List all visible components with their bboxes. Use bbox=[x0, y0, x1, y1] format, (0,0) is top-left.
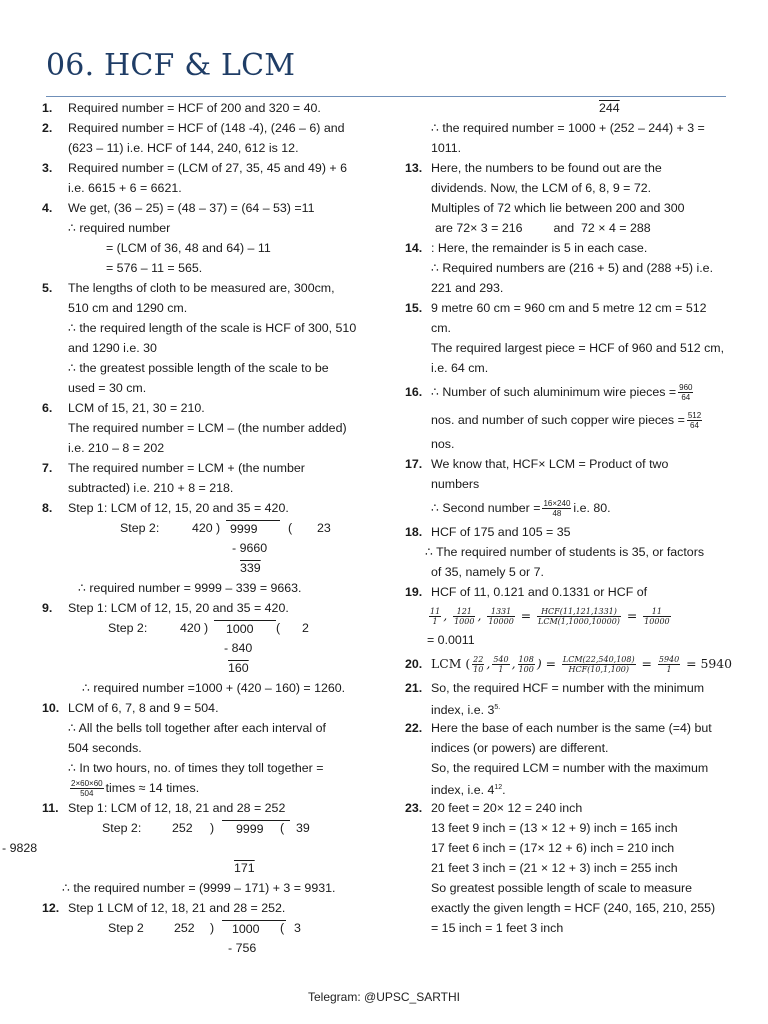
answer-23: 23. 20 feet = 20× 12 = 240 inch bbox=[405, 801, 583, 815]
answer-9: 9. Step 1: LCM of 12, 15, 20 and 35 = 420. bbox=[42, 601, 289, 615]
answer-4-line-4: = 576 – 11 = 565. bbox=[106, 261, 203, 275]
answer-12-division: Step 2 252 ) 1000 ( 3 bbox=[108, 921, 301, 936]
answer-9-division: Step 2: 420 ) 1000 ( 2 bbox=[108, 621, 309, 636]
answer-10: 10. LCM of 6, 7, 8 and 9 = 504. bbox=[42, 701, 219, 715]
answer-20: 20. LCM ( $\frac{22}{10}$ , $\frac{540}{1}$ , $\frac{108}{100}$ ) = $\frac{\text{LCM(22,540,108)}}{\text{HCF(10,1,100)}}$ = $\frac{5940}{1}$ = 5940 bbox=[405, 655, 733, 674]
answer-19-expression: $\frac{11}{1}$ , $\frac{121}{1000}$ , $\frac{1331}{10000}$ = $\frac{\text{HCF(11,121,1331)}}{\text{LCM(1,1000,10000)}}$ = $\frac{11}{10000}$ bbox=[430, 607, 670, 626]
answer-15: 15. 9 metre 60 cm = 960 cm and 5 metre 12 cm = 512 bbox=[405, 301, 707, 315]
footer-telegram-handle: Telegram: @UPSC_SARTHI bbox=[307, 990, 460, 1004]
answer-13: 13. Here, the numbers to be found out are the bbox=[405, 161, 662, 175]
answer-7: 7. The required number = LCM + (the number bbox=[42, 461, 305, 475]
answer-8-division: Step 2: 420 ) 9999 ( 23 bbox=[120, 521, 331, 536]
answer-2: 2. Required number = HCF of (148 -4), (246 – 6) and bbox=[42, 121, 345, 135]
page-title: 06. HCF & LCM bbox=[46, 48, 296, 83]
answer-3-line-2: i.e. 6615 + 6 = 6621. bbox=[68, 181, 182, 195]
fraction: $\frac{2\times 60\times 60}{504}$ bbox=[71, 779, 103, 799]
right-column: 244 ∴ the required number = 1000 + (252 – 244) + 3 = 1011. 13. Here, the numbers to be found out are the dividends. Now, the LCM of 6, 8, 9 = 72. Multiples of 72 which lie between 200 and 300 are 72× 3 = 216 and 72 × 4 = 288 14. : Here, the remainder is 5 in each case. ∴ Required numbers are (216 + 5) and (288 +5) i.e. 221 and 293. 15. 9 metre 60 cm = 960 cm and 5 metre 12 cm = 512 cm. The required largest piece = HCF of 960 and 512 cm, i.e. 64 cm. 16. ∴ Number of such aluminimum wire pieces = $\frac{960}{64}$ nos. and number of such copper wire pieces = $\frac{512}{64}$ nos. 17. We know that, HCF× LCM = Product of two numbers ∴ Second number = $\frac{16\times 240}{48}$ i.e. 80. 18. HCF of 175 and 105 = 35 ∴ The required number of students is 35, or factors of 35, namely 5 or 7. 19. HCF of 11, 0.121 and 0.1331 or HCF of $\frac{11}{1}$ , $\frac{121}{1000}$ , $\frac{1331}{10000}$ = $\frac{\text{HCF(11,121,1331)}}{\text{LCM(1,1000,10000)}}$ = $\frac{11}{10000}$ = 0.0011 20. LCM ( $\frac{22}{10}$ , $\frac{540}{1}$ , $\frac{108}{100}$ ) = $\frac{\text{LCM(22,540,108)}}{\text{HCF(10,1,100)}}$ = $\frac{5940}{1}$ = 5940 21. So, the required HCF = number with the minimum index, i.e. $3^{5.}$ 22. Here the base of each number is the same (=4) but indices (or powers) are different. So, the required LCM = number with the maximum index, i.e. $4^{12}$. 23. 20 feet = 20× 12 = 240 inch 13 feet 9 inch = (13 × 12 + 9) inch = 165 inch 17 feet 6 inch = (17× 12 + 6) inch = 210 inch 21 feet 3 inch = (21 × 12 + 3) inch = 255 inch So greatest possible length of scale to measure exactly the given length = HCF (240, 165, 210, 255) = 15 inch = 1 feet 3 inch bbox=[405, 98, 735, 938]
fraction: $\frac{960}{64}$ bbox=[679, 383, 693, 403]
answer-14: 14. : Here, the remainder is 5 in each case. bbox=[405, 241, 648, 255]
answer-3: 3. Required number = (LCM of 27, 35, 45 and 49) + 6 bbox=[42, 161, 347, 175]
answer-8: 8. Step 1: LCM of 12, 15, 20 and 35 = 420. bbox=[42, 501, 289, 515]
answer-17: 17. We know that, HCF× LCM = Product of two bbox=[405, 457, 669, 471]
answer-19: 19. HCF of 11, 0.121 and 0.1331 or HCF of bbox=[405, 585, 648, 599]
answer-4-line-3: = (LCM of 36, 48 and 64) – 11 bbox=[106, 241, 271, 255]
left-column: 1. Required number = HCF of 200 and 320 = 40. 2. Required number = HCF of (148 -4), (246 – 6) and (623 – 11) i.e. HCF of 144, 240, 612 is 12. 3. Required number = (LCM of 27, 35, 45 and 49) + 6 i.e. 6615 + 6 = 6621. 4. We get, (36 – 25) = (48 – 37) = (64 – 53) =11 ∴ required number = (LCM of 36, 48 and 64) – 11 = 576 – 11 = 565. 5. The lengths of cloth to be measured are, 300cm, 510 cm and 1290 cm. ∴ the required length of the scale is HCF of 300, 510 and 1290 i.e. 30 ∴ the greatest possible length of the scale to be used = 30 cm. 6. LCM of 15, 21, 30 = 210. The required number = LCM – (the number added) i.e. 210 – 8 = 202 7. The required number = LCM + (the number subtracted) i.e. 210 + 8 = 218. 8. Step 1: LCM of 12, 15, 20 and 35 = 420. Step 2: 420 ) 9999 ( 23 - 9660 339 ∴ required number = 9999 – 339 = 9663. 9. Step 1: LCM of 12, 15, 20 and 35 = 420. Step 2: 420 ) 1000 ( 2 - 840 160 ∴ required number =1000 + (420 – 160) = 1260. 10. LCM of 6, 7, 8 and 9 = 504. ∴ All the bells toll together after each interval of 504 seconds. ∴ In two hours, no. of times they toll together = $\frac{2\times 60\times 60}{504}$ times ≈ 14 times. 11. Step 1: LCM of 12, 18, 21 and 28 = 252 Step 2: 252 ) 9999 ( 39 - 9828 171 ∴ the required number = (9999 – 171) + 3 = 9931. 12. Step 1 LCM of 12, 18, 21 and 28 = 252. Step 2 252 ) 1000 ( 3 - 756 bbox=[42, 98, 372, 958]
fraction: $\frac{16\times 240}{48}$ bbox=[543, 499, 571, 519]
answer-12-remainder: 244 bbox=[599, 101, 620, 115]
answer-4-line-2: ∴ required number bbox=[68, 221, 171, 235]
answer-11-division: Step 2: 252 ) 9999 ( 39 bbox=[102, 821, 310, 836]
answer-16: 16. ∴ Number of such aluminimum wire pieces = $\frac{960}{64}$ bbox=[405, 383, 693, 403]
answer-11: 11. Step 1: LCM of 12, 18, 21 and 28 = 252 bbox=[42, 801, 286, 815]
answer-6: 6. LCM of 15, 21, 30 = 210. bbox=[42, 401, 205, 415]
answer-5: 5. The lengths of cloth to be measured are, 300cm, bbox=[42, 281, 335, 295]
answer-2-line-2: (623 – 11) i.e. HCF of 144, 240, 612 is 12. bbox=[68, 141, 299, 155]
answer-21: 21. So, the required HCF = number with the minimum bbox=[405, 681, 705, 695]
answer-18: 18. HCF of 175 and 105 = 35 bbox=[405, 525, 571, 539]
answer-4: 4. We get, (36 – 25) = (48 – 37) = (64 – 53) =11 bbox=[42, 201, 315, 215]
answer-12: 12. Step 1 LCM of 12, 18, 21 and 28 = 252. bbox=[42, 901, 286, 915]
answer-22: 22. Here the base of each number is the same (=4) but bbox=[405, 721, 712, 735]
title-rule bbox=[46, 96, 726, 97]
answer-1: 1. Required number = HCF of 200 and 320 = 40. bbox=[42, 101, 321, 115]
fraction: $\frac{512}{64}$ bbox=[687, 411, 702, 431]
